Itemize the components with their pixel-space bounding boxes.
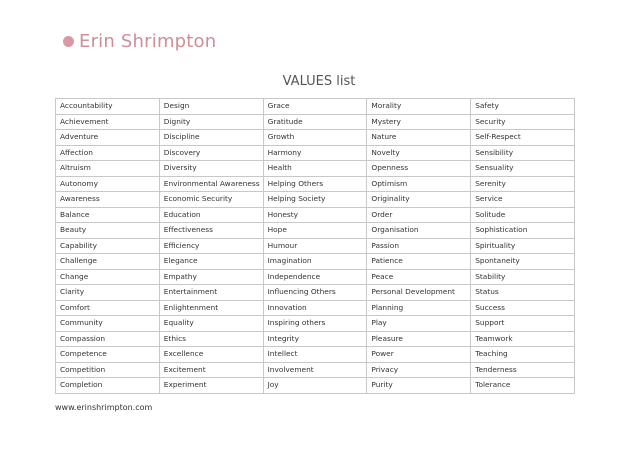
table-cell: Mystery [367,114,471,130]
table-cell: Altruism [56,161,160,177]
table-cell: Order [367,207,471,223]
table-cell: Privacy [367,362,471,378]
table-cell: Teaching [471,347,575,363]
table-cell: Helping Others [263,176,367,192]
table-row [56,347,575,363]
table-cell: Influencing Others [263,285,367,301]
table-cell: Clarity [56,285,160,301]
table-cell: Achievement [56,114,160,130]
brand-header [63,29,216,53]
table-cell: Stability [471,269,575,285]
table-cell: Balance [56,207,160,223]
page-title: VALUES list [282,74,356,89]
table-cell: Nature [367,130,471,146]
table-row [56,269,575,285]
table-cell: Innovation [263,300,367,316]
table-cell: Adventure [56,130,160,146]
table-cell: Discovery [159,145,263,161]
table-row [56,300,575,316]
table-row [56,145,575,161]
table-cell: Efficiency [159,238,263,254]
table-row [56,207,575,223]
table-cell: Pleasure [367,331,471,347]
table-cell: Grace [263,99,367,115]
table-cell: Completion [56,378,160,394]
table-cell: Tenderness [471,362,575,378]
table-cell: Compassion [56,331,160,347]
table-row [56,223,575,239]
table-cell: Community [56,316,160,332]
table-cell: Play [367,316,471,332]
table-cell: Diversity [159,161,263,177]
table-cell: Comfort [56,300,160,316]
table-cell: Morality [367,99,471,115]
table-cell: Affection [56,145,160,161]
table-cell: Self-Respect [471,130,575,146]
table-cell: Involvement [263,362,367,378]
table-cell: Beauty [56,223,160,239]
table-cell: Enlightenment [159,300,263,316]
table-cell: Growth [263,130,367,146]
table-row [56,176,575,192]
table-cell: Support [471,316,575,332]
values-table [55,98,575,394]
table-cell: Challenge [56,254,160,270]
table-cell: Sensuality [471,161,575,177]
table-cell: Optimism [367,176,471,192]
table-cell: Economic Security [159,192,263,208]
table-cell: Joy [263,378,367,394]
table-cell: Sensibility [471,145,575,161]
table-cell: Environmental Awareness [159,176,263,192]
table-row [56,130,575,146]
table-cell: Honesty [263,207,367,223]
table-row [56,254,575,270]
table-cell: Integrity [263,331,367,347]
brand-dot-icon [63,36,74,47]
table-cell: Teamwork [471,331,575,347]
table-cell: Security [471,114,575,130]
table-cell: Service [471,192,575,208]
table-cell: Power [367,347,471,363]
table-cell: Health [263,161,367,177]
table-cell: Accountability [56,99,160,115]
table-row [56,99,575,115]
table-cell: Serenity [471,176,575,192]
table-cell: Spirituality [471,238,575,254]
table-cell: Awareness [56,192,160,208]
table-row [56,378,575,394]
table-cell: Success [471,300,575,316]
table-cell: Passion [367,238,471,254]
table-row [56,362,575,378]
table-cell: Openness [367,161,471,177]
table-cell: Planning [367,300,471,316]
table-cell: Solitude [471,207,575,223]
table-cell: Design [159,99,263,115]
table-cell: Excellence [159,347,263,363]
table-cell: Experiment [159,378,263,394]
table-cell: Organisation [367,223,471,239]
table-row [56,161,575,177]
table-cell: Helping Society [263,192,367,208]
table-cell: Elegance [159,254,263,270]
table-cell: Purity [367,378,471,394]
table-cell: Capability [56,238,160,254]
table-row [56,285,575,301]
table-cell: Humour [263,238,367,254]
table-cell: Education [159,207,263,223]
table-cell: Peace [367,269,471,285]
table-cell: Equality [159,316,263,332]
footer-website: www.erinshrimpton.com [55,403,153,412]
table-row [56,114,575,130]
table-cell: Novelty [367,145,471,161]
table-cell: Originality [367,192,471,208]
table-cell: Status [471,285,575,301]
table-cell: Empathy [159,269,263,285]
table-cell: Sophistication [471,223,575,239]
table-cell: Tolerance [471,378,575,394]
table-cell: Ethics [159,331,263,347]
table-cell: Excitement [159,362,263,378]
table-cell: Harmony [263,145,367,161]
values-table-body [56,99,575,394]
table-cell: Entertainment [159,285,263,301]
table-row [56,192,575,208]
table-cell: Independence [263,269,367,285]
table-row [56,316,575,332]
table-cell: Effectiveness [159,223,263,239]
brand-name: Erin Shrimpton [79,30,217,52]
table-cell: Competition [56,362,160,378]
table-cell: Hope [263,223,367,239]
table-row [56,331,575,347]
table-cell: Gratitude [263,114,367,130]
table-cell: Spontaneity [471,254,575,270]
table-cell: Personal Development [367,285,471,301]
table-cell: Autonomy [56,176,160,192]
table-cell: Safety [471,99,575,115]
table-cell: Change [56,269,160,285]
table-cell: Inspiring others [263,316,367,332]
table-cell: Competence [56,347,160,363]
table-cell: Dignity [159,114,263,130]
table-cell: Imagination [263,254,367,270]
table-cell: Patience [367,254,471,270]
table-cell: Intellect [263,347,367,363]
table-row [56,238,575,254]
table-cell: Discipline [159,130,263,146]
